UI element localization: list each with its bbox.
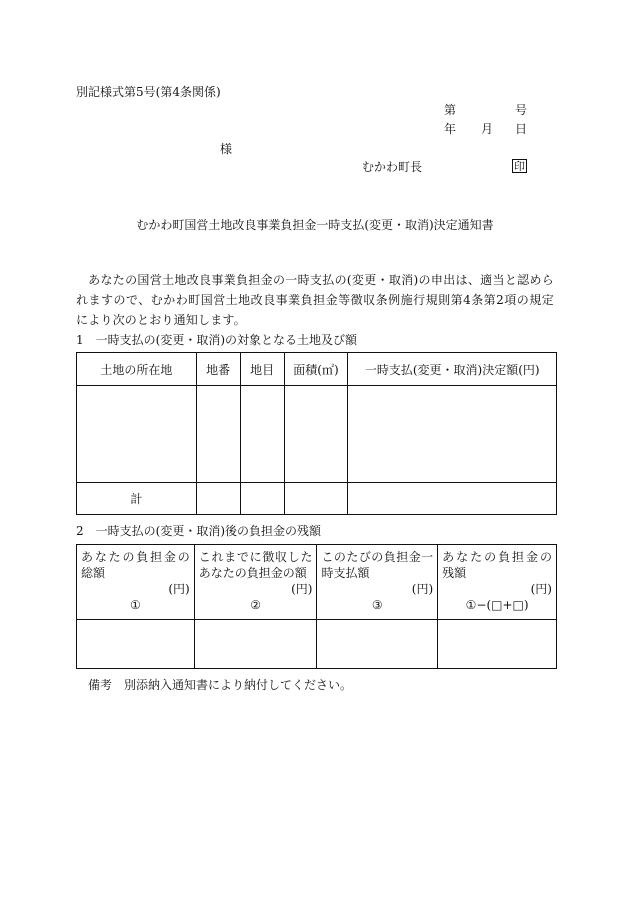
body-paragraph bbox=[76, 270, 554, 330]
col-remaining-mark: ①−(□+□) bbox=[465, 598, 529, 612]
col-lump-line1: このたびの負担金一 bbox=[321, 550, 434, 564]
col-lot-number: 地番 bbox=[196, 353, 240, 386]
land-table bbox=[76, 352, 557, 515]
col-remaining-line1: あなたの負担金の bbox=[442, 550, 552, 564]
issuer-name: むかわ町長 bbox=[362, 160, 423, 174]
col-collected-amount bbox=[194, 545, 317, 620]
date-month-label: 月 bbox=[481, 122, 494, 136]
col-decision-amount: 一時支払(変更・取消)決定額(円) bbox=[348, 353, 557, 386]
lump-payment-value-cell[interactable] bbox=[317, 620, 438, 669]
col-location: 土地の所在地 bbox=[77, 353, 197, 386]
section1-heading: 1 一時支払の(変更・取消)の対象となる土地及び額 bbox=[76, 333, 358, 347]
col-land-category: 地目 bbox=[240, 353, 284, 386]
col-area: 面積(㎡) bbox=[284, 353, 348, 386]
col-collected-line1: これまでに徴収した bbox=[198, 550, 313, 564]
note-text: 備考 別添納入通知書により納付してください。 bbox=[88, 678, 353, 692]
remaining-value-cell[interactable] bbox=[438, 620, 557, 669]
seal-stamp: 印 bbox=[514, 160, 525, 173]
land-table-header-row bbox=[77, 353, 557, 386]
balance-table-header-row bbox=[77, 545, 557, 620]
number-go-label: 号 bbox=[515, 103, 528, 117]
col-collected-mark: ② bbox=[250, 598, 261, 612]
date-year-label: 年 bbox=[444, 122, 457, 136]
land-table-total-row bbox=[77, 483, 557, 515]
form-reference: 別記様式第5号(第4条関係) bbox=[76, 85, 221, 99]
col-remaining-unit: (円) bbox=[530, 582, 552, 596]
total-category-cell bbox=[240, 483, 284, 515]
total-burden-value-cell[interactable] bbox=[77, 620, 195, 669]
balance-table-value-row bbox=[77, 620, 557, 669]
col-total-burden bbox=[77, 545, 195, 620]
number-dai-label: 第 bbox=[444, 103, 457, 117]
body-text: あなたの国営土地改良事業負担金の一時支払の(変更・取消)の申出は、適当と認められますので、むかわ町国営土地改良事業負担金等徴収条例施行規則第4条第2項の規定により次のとおり通知します。 bbox=[76, 273, 554, 327]
col-remaining-line2: 残額 bbox=[442, 566, 467, 580]
col-total-burden-unit: (円) bbox=[168, 582, 190, 596]
land-category-cell[interactable] bbox=[240, 386, 284, 483]
collected-value-cell[interactable] bbox=[194, 620, 317, 669]
total-lot-cell bbox=[196, 483, 240, 515]
col-collected-line2: あなたの負担金の額 bbox=[198, 566, 307, 580]
col-collected-unit: (円) bbox=[291, 582, 313, 596]
balance-table bbox=[76, 544, 557, 669]
land-table-body-row bbox=[77, 386, 557, 483]
col-total-burden-line1: あなたの負担金の bbox=[81, 550, 190, 564]
location-cell[interactable] bbox=[77, 386, 197, 483]
total-amount-cell[interactable] bbox=[348, 483, 557, 515]
total-label: 計 bbox=[77, 483, 197, 515]
total-area-cell[interactable] bbox=[284, 483, 348, 515]
col-lump-line2: 時支払額 bbox=[321, 566, 370, 580]
area-cell[interactable] bbox=[284, 386, 348, 483]
col-lump-payment bbox=[317, 545, 438, 620]
section2-heading: 2 一時支払の(変更・取消)後の負担金の残額 bbox=[76, 524, 321, 538]
col-remaining-balance bbox=[438, 545, 557, 620]
col-lump-unit: (円) bbox=[411, 582, 434, 596]
col-total-burden-line2: 総額 bbox=[81, 566, 106, 580]
document-title: むかわ町国営土地改良事業負担金一時支払(変更・取消)決定通知書 bbox=[136, 218, 494, 232]
col-lump-mark: ③ bbox=[371, 598, 383, 612]
addressee-suffix: 様 bbox=[220, 142, 233, 156]
col-total-burden-mark: ① bbox=[129, 598, 141, 612]
date-day-label: 日 bbox=[515, 122, 528, 136]
decision-amount-cell[interactable] bbox=[348, 386, 557, 483]
seal-mark bbox=[512, 159, 527, 173]
lot-number-cell[interactable] bbox=[196, 386, 240, 483]
